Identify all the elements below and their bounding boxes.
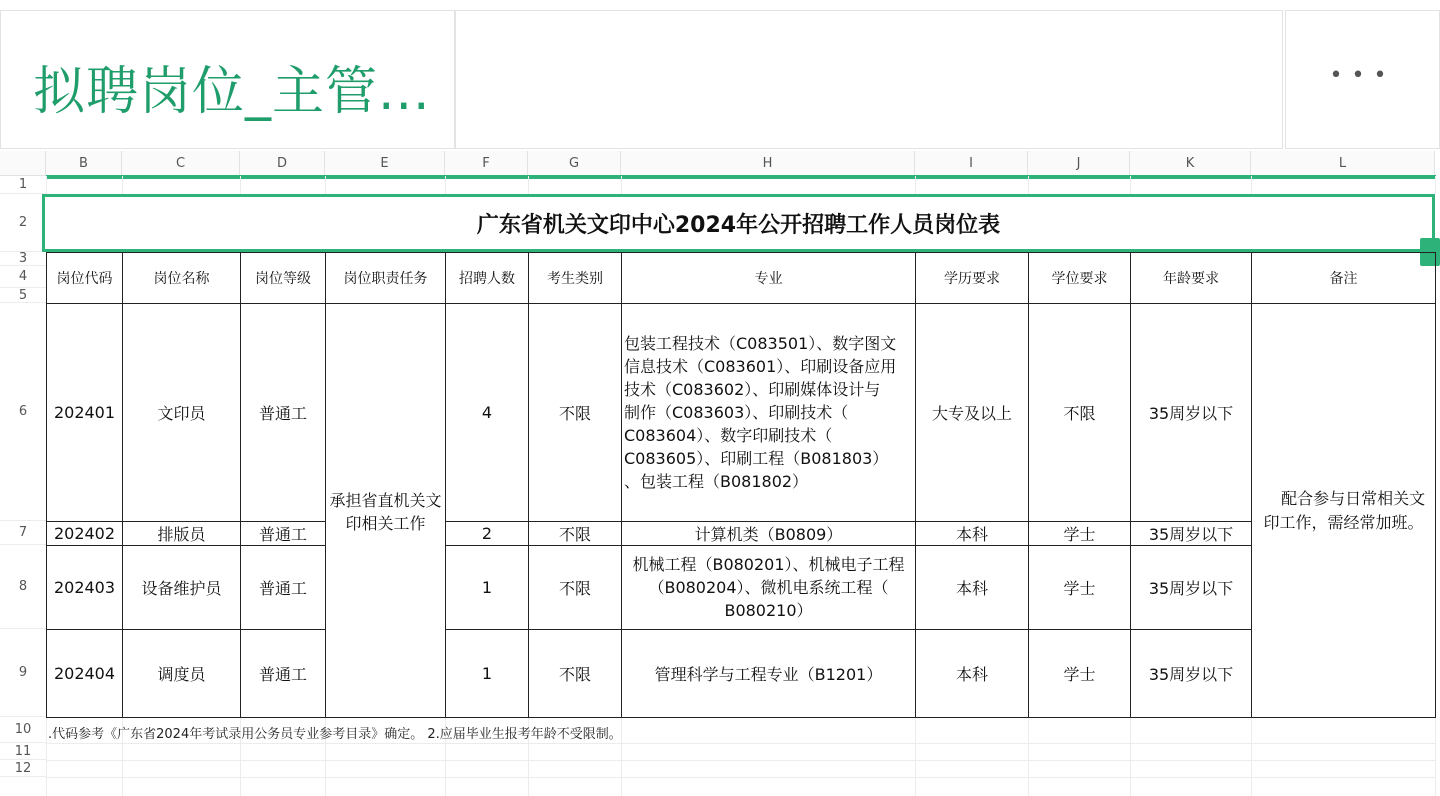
major-line: 信息技术（C083601）、印刷设备应用 <box>624 357 897 376</box>
row-header-8[interactable]: 8 <box>0 545 46 629</box>
cell-code[interactable]: 202401 <box>46 303 123 522</box>
grid-col-line <box>325 176 326 194</box>
grid-col-line <box>1251 717 1252 796</box>
column-header-j[interactable]: J <box>1028 151 1130 176</box>
cell-category[interactable]: 不限 <box>528 629 622 718</box>
grid-col-line <box>621 176 622 194</box>
major-line: 机械工程（B080201）、机械电子工程 <box>632 555 905 574</box>
header-age[interactable]: 年龄要求 <box>1130 252 1252 304</box>
cell-major[interactable]: 计算机类（B0809） <box>621 521 916 546</box>
row-header-10[interactable]: 10 <box>0 717 46 743</box>
major-line: 制作（C083603）、印刷技术（ <box>624 403 849 422</box>
major-line: 包装工程技术（C083501）、数字图文 <box>624 334 897 353</box>
row-header-3[interactable]: 3 <box>0 252 46 266</box>
major-line: 、包装工程（B081802） <box>624 472 809 491</box>
header-count[interactable]: 招聘人数 <box>445 252 529 304</box>
cell-degree[interactable]: 学士 <box>1028 545 1131 630</box>
cell-count[interactable]: 1 <box>445 629 529 718</box>
row-header-5[interactable]: 5 <box>0 288 46 303</box>
grid-col-line <box>122 176 123 194</box>
grid-col-line <box>46 176 47 194</box>
column-header-c[interactable]: C <box>122 151 240 176</box>
cell-category[interactable]: 不限 <box>528 521 622 546</box>
grid-col-line <box>1251 176 1252 194</box>
column-header-i[interactable]: I <box>915 151 1028 176</box>
header-major[interactable]: 专业 <box>621 252 916 304</box>
cell-category[interactable]: 不限 <box>528 545 622 630</box>
row-header-12[interactable]: 12 <box>0 760 46 777</box>
row-header-4[interactable]: 4 <box>0 266 46 288</box>
grid-col-line <box>240 176 241 194</box>
top-bar <box>0 10 1440 150</box>
column-header-h[interactable]: H <box>621 151 915 176</box>
column-header-l[interactable]: L <box>1251 151 1435 176</box>
header-degree[interactable]: 学位要求 <box>1028 252 1131 304</box>
major-line: 技术（C083602）、印刷媒体设计与 <box>624 380 881 399</box>
sheet-title[interactable]: 拟聘岗位_主管... <box>33 62 431 122</box>
column-header-g[interactable]: G <box>528 151 621 176</box>
grid-row-line <box>46 777 1435 778</box>
cell-degree[interactable]: 学士 <box>1028 629 1131 718</box>
cell-major[interactable] <box>621 545 916 630</box>
top-bar-spacer <box>455 10 1283 149</box>
cell-major[interactable] <box>621 303 916 522</box>
major-line: （B080204）、微机电系统工程（ <box>648 578 889 597</box>
more-dots-icon: ••• <box>1329 63 1396 88</box>
grid-col-line <box>528 176 529 194</box>
grid-col-line <box>1130 717 1131 796</box>
grid-row-line <box>46 760 1435 761</box>
cell-age[interactable]: 35周岁以下 <box>1130 303 1252 522</box>
cell-name[interactable]: 设备维护员 <box>122 545 241 630</box>
header-category[interactable]: 考生类别 <box>528 252 622 304</box>
cell-level[interactable]: 普通工 <box>240 303 326 522</box>
column-header-d[interactable]: D <box>240 151 325 176</box>
grid-col-line <box>46 717 47 796</box>
grid-col-line <box>445 176 446 194</box>
column-header-b[interactable]: B <box>46 151 122 176</box>
row-header-11[interactable]: 11 <box>0 743 46 760</box>
header-education[interactable]: 学历要求 <box>915 252 1029 304</box>
cell-name[interactable]: 调度员 <box>122 629 241 718</box>
cell-age[interactable]: 35周岁以下 <box>1130 545 1252 630</box>
cell-degree[interactable]: 不限 <box>1028 303 1131 522</box>
cell-code[interactable]: 202403 <box>46 545 123 630</box>
row-header-6[interactable]: 6 <box>0 303 46 521</box>
cell-age[interactable]: 35周岁以下 <box>1130 629 1252 718</box>
cell-category[interactable]: 不限 <box>528 303 622 522</box>
grid-col-line <box>1028 717 1029 796</box>
grid-col-line <box>915 717 916 796</box>
grid-col-line <box>1130 176 1131 194</box>
grid-row-line <box>46 743 1435 744</box>
more-button[interactable] <box>1285 10 1440 149</box>
grid-col-line <box>1028 176 1029 194</box>
cell-level[interactable]: 普通工 <box>240 521 326 546</box>
cell-remark-merged[interactable]: 配合参与日常相关文印工作，需经常加班。 <box>1251 303 1436 718</box>
column-header-e[interactable]: E <box>325 151 445 176</box>
cell-count[interactable]: 4 <box>445 303 529 522</box>
cell-count[interactable]: 2 <box>445 521 529 546</box>
cell-major[interactable]: 管理科学与工程专业（B1201） <box>621 629 916 718</box>
major-line: C083605）、印刷工程（B081803） <box>624 449 889 468</box>
row-header-9[interactable]: 9 <box>0 629 46 717</box>
grid-col-line <box>1435 176 1436 194</box>
row-header-2[interactable]: 2 <box>0 194 46 252</box>
row-header-7[interactable]: 7 <box>0 521 46 545</box>
major-line: B080210） <box>724 601 813 620</box>
cell-code[interactable]: 202402 <box>46 521 123 546</box>
cell-name[interactable]: 排版员 <box>122 521 241 546</box>
cell-level[interactable]: 普通工 <box>240 629 326 718</box>
row-header-1[interactable]: 1 <box>0 176 46 194</box>
cell-duty-merged[interactable]: 承担省直机关文印相关工作 <box>325 303 446 718</box>
cell-level[interactable]: 普通工 <box>240 545 326 630</box>
cell-age[interactable]: 35周岁以下 <box>1130 521 1252 546</box>
major-line: C083604）、数字印刷技术（ <box>624 426 833 445</box>
grid-col-line <box>915 176 916 194</box>
grid-col-line <box>1435 717 1436 796</box>
cell-code[interactable]: 202404 <box>46 629 123 718</box>
header-duty[interactable]: 岗位职责任务 <box>325 252 446 304</box>
footnote[interactable]: .代码参考《广东省2024年考试录用公务员专业参考目录》确定。 2.应届毕业生报考年龄不受限制。 <box>48 727 622 742</box>
selection-indicator <box>46 175 1436 179</box>
header-level[interactable]: 岗位等级 <box>240 252 326 304</box>
cell-education[interactable]: 本科 <box>915 545 1029 630</box>
header-remark[interactable]: 备注 <box>1251 252 1436 304</box>
cell-education[interactable]: 本科 <box>915 629 1029 718</box>
header-name[interactable]: 岗位名称 <box>122 252 241 304</box>
column-header-f[interactable]: F <box>445 151 528 176</box>
select-all-corner[interactable] <box>0 151 46 176</box>
cell-name[interactable]: 文印员 <box>122 303 241 522</box>
table-title-cell[interactable]: 广东省机关文印中心2024年公开招聘工作人员岗位表 <box>42 194 1435 252</box>
cell-education[interactable]: 大专及以上 <box>915 303 1029 522</box>
cell-count[interactable]: 1 <box>445 545 529 630</box>
cell-degree[interactable]: 学士 <box>1028 521 1131 546</box>
header-code[interactable]: 岗位代码 <box>46 252 123 304</box>
column-header-k[interactable]: K <box>1130 151 1251 176</box>
sheet-title-panel <box>0 10 455 149</box>
cell-education[interactable]: 本科 <box>915 521 1029 546</box>
